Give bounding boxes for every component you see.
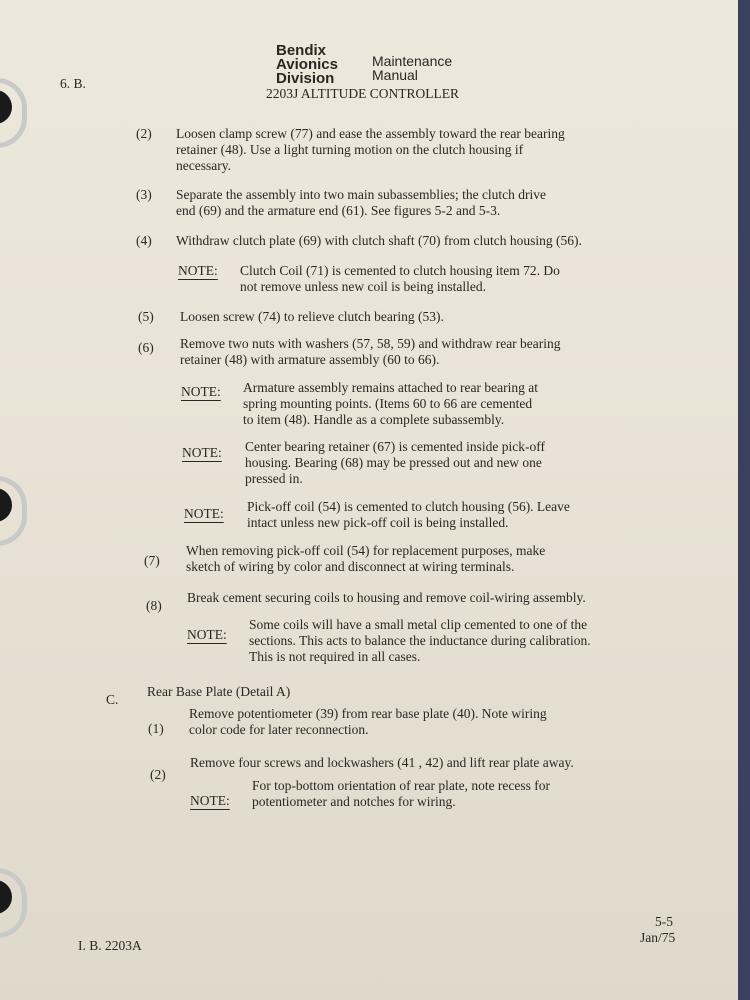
step-number: (4) bbox=[136, 233, 152, 248]
text-line: intact unless new pick-off coil is being installed. bbox=[247, 515, 509, 530]
text-line: Withdraw clutch plate (69) with clutch shaft (70) from clutch housing (56). bbox=[176, 233, 582, 248]
text-line: Armature assembly remains attached to rear bearing at bbox=[243, 380, 538, 395]
text-line: Some coils will have a small metal clip cemented to one of the bbox=[249, 617, 588, 632]
step-number: (7) bbox=[144, 553, 160, 568]
note-label: NOTE: bbox=[181, 384, 221, 399]
document-id: I. B. 2203A bbox=[78, 938, 142, 953]
step-number: (3) bbox=[136, 187, 152, 202]
section-title: Rear Base Plate (Detail A) bbox=[147, 684, 291, 699]
text-line: Remove four screws and lockwashers (41 , 42) and lift rear plate away. bbox=[190, 755, 574, 770]
step-text bbox=[176, 126, 565, 174]
manual-line: Manual bbox=[372, 67, 418, 83]
note-text bbox=[240, 263, 560, 295]
text-line: housing. Bearing (68) may be pressed out and new one bbox=[245, 455, 542, 470]
step-text bbox=[189, 706, 547, 738]
page-number: 5-5 bbox=[655, 914, 673, 929]
text-line: sections. This acts to balance the inductance during calibration. bbox=[249, 633, 591, 648]
note-text bbox=[249, 617, 591, 665]
document-subtitle: 2203J ALTITUDE CONTROLLER bbox=[266, 86, 459, 101]
note-label: NOTE: bbox=[182, 445, 222, 460]
manual-title bbox=[372, 54, 452, 82]
step-number: (6) bbox=[138, 340, 154, 355]
text-line: retainer (48). Use a light turning motion on the clutch housing if bbox=[176, 142, 524, 157]
note-text bbox=[252, 778, 550, 810]
step-text bbox=[190, 755, 574, 771]
note-label: NOTE: bbox=[178, 263, 218, 278]
brand-line: Avionics bbox=[276, 56, 338, 73]
step-text bbox=[180, 336, 561, 368]
text-line: not remove unless new coil is being installed. bbox=[240, 279, 486, 294]
step-number: (1) bbox=[148, 721, 164, 736]
note-label: NOTE: bbox=[187, 627, 227, 642]
step-text bbox=[176, 233, 582, 249]
note-label: NOTE: bbox=[190, 793, 230, 808]
manual-line: Maintenance bbox=[372, 53, 453, 69]
note-text bbox=[245, 439, 545, 487]
step-number: (5) bbox=[138, 309, 154, 324]
text-line: end (69) and the armature end (61). See figures 5-2 and 5-3. bbox=[176, 203, 501, 218]
step-text bbox=[187, 590, 586, 606]
text-line: Pick-off coil (54) is cemented to clutch housing (56). Leave bbox=[247, 499, 570, 514]
text-line: to item (48). Handle as a complete subassembly. bbox=[243, 412, 505, 427]
text-line: Remove two nuts with washers (57, 58, 59) and withdraw rear bearing bbox=[180, 336, 561, 351]
binder-cover-edge bbox=[738, 0, 750, 1000]
text-line: necessary. bbox=[176, 158, 231, 173]
text-line: retainer (48) with armature assembly (60 to 66). bbox=[180, 352, 440, 367]
note-text bbox=[247, 499, 570, 531]
section-number: 6. B. bbox=[60, 76, 86, 91]
note-text bbox=[243, 380, 538, 428]
step-text bbox=[180, 309, 444, 325]
text-line: Break cement securing coils to housing and remove coil-wiring assembly. bbox=[187, 590, 586, 605]
text-line: Remove potentiometer (39) from rear base plate (40). Note wiring bbox=[189, 706, 547, 721]
revision-date: Jan/75 bbox=[640, 930, 676, 945]
text-line: Loosen clamp screw (77) and ease the assembly toward the rear bearing bbox=[176, 126, 565, 141]
binder-ring-bottom bbox=[0, 868, 27, 938]
brand-line: Division bbox=[276, 70, 335, 87]
text-line: color code for later reconnection. bbox=[189, 722, 369, 737]
step-text bbox=[176, 187, 546, 219]
section-letter: C. bbox=[106, 692, 119, 707]
note-label: NOTE: bbox=[184, 506, 224, 521]
step-text bbox=[186, 543, 545, 575]
text-line: sketch of wiring by color and disconnect at wiring terminals. bbox=[186, 559, 515, 574]
step-number: (2) bbox=[150, 767, 166, 782]
text-line: spring mounting points. (Items 60 to 66 are cemented bbox=[243, 396, 533, 411]
text-line: When removing pick-off coil (54) for replacement purposes, make bbox=[186, 543, 546, 558]
step-number: (2) bbox=[136, 126, 152, 141]
brand-logo bbox=[276, 44, 338, 86]
text-line: Center bearing retainer (67) is cemented inside pick-off bbox=[245, 439, 546, 454]
step-number: (8) bbox=[146, 598, 162, 613]
text-line: Separate the assembly into two main subassemblies; the clutch drive bbox=[176, 187, 547, 202]
brand-line: Bendix bbox=[276, 42, 327, 59]
text-line: This is not required in all cases. bbox=[249, 649, 421, 664]
binder-ring-middle bbox=[0, 476, 27, 546]
text-line: For top-bottom orientation of rear plate, note recess for bbox=[252, 778, 551, 793]
text-line: Loosen screw (74) to relieve clutch bearing (53). bbox=[180, 309, 444, 324]
text-line: potentiometer and notches for wiring. bbox=[252, 794, 456, 809]
binder-ring-top bbox=[0, 78, 27, 148]
text-line: pressed in. bbox=[245, 471, 303, 486]
text-line: Clutch Coil (71) is cemented to clutch housing item 72. Do bbox=[240, 263, 560, 278]
